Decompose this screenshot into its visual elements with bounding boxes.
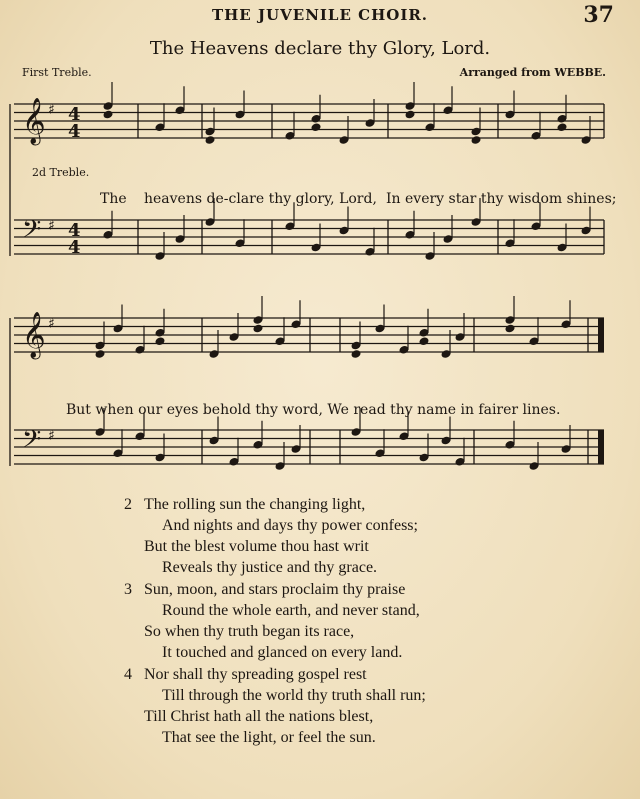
lyric-system2: But when our eyes behold thy word, We read thy name in fairer lines. (66, 402, 561, 418)
note-head (252, 324, 263, 334)
note-head (102, 110, 113, 120)
verse-3-line-2: Round the whole earth, and never stand, (162, 602, 420, 619)
verse-4-line-4: That see the light, or feel the sun. (162, 729, 376, 746)
note-head (404, 110, 415, 120)
note-head (350, 349, 361, 359)
time-signature: 4 (68, 104, 81, 125)
verse-3-line-4: It touched and glanced on every land. (162, 644, 403, 661)
note-head (556, 122, 567, 132)
verse-2-line-2: And nights and days thy power confess; (162, 517, 418, 534)
bass-clef-icon: 𝄢 (22, 215, 42, 250)
time-signature: 4 (68, 220, 81, 241)
note-head (504, 324, 515, 334)
verse-3-number: 3 (124, 581, 132, 598)
time-signature: 4 (68, 121, 81, 142)
verse-2-line-3: But the blest volume thou hast writ (144, 538, 369, 555)
sharp-icon: ♯ (48, 316, 55, 332)
lyric-system1-c: In every star thy wisdom shines; (386, 191, 617, 207)
treble-clef-icon: 𝄞 (22, 312, 46, 358)
note-head (204, 135, 215, 145)
hymn-title: The Heavens declare thy Glory, Lord. (149, 38, 491, 59)
verse-2-number: 2 (124, 496, 132, 513)
running-title: THE JUVENILE CHOIR. (211, 6, 429, 24)
time-signature: 4 (68, 237, 81, 258)
treble-clef-icon: 𝄞 (22, 98, 46, 144)
verse-2-line-1: The rolling sun the changing light, (144, 496, 366, 513)
arranger-credit: Arranged from WEBBE. (459, 66, 606, 79)
first-treble-label: First Treble. (22, 66, 92, 79)
note-head (418, 336, 429, 346)
sharp-icon: ♯ (48, 102, 55, 118)
page-number: 37 (583, 2, 614, 28)
lyric-system1-a: The (100, 191, 127, 207)
final-bar (598, 430, 604, 464)
verse-4-line-3: Till Christ hath all the nations blest, (144, 708, 374, 725)
verse-4-line-1: Nor shall thy spreading gospel rest (144, 666, 367, 683)
bass-clef-icon: 𝄢 (22, 425, 42, 460)
note-head (310, 122, 321, 132)
sharp-icon: ♯ (48, 218, 55, 234)
verse-3-line-3: So when thy truth began its race, (144, 623, 355, 640)
verse-2-line-4: Reveals thy justice and thy grace. (162, 559, 378, 576)
verse-4-number: 4 (124, 666, 132, 683)
sharp-icon: ♯ (48, 428, 55, 444)
note-head (470, 135, 481, 145)
verse-3-line-1: Sun, moon, and stars proclaim thy praise (144, 581, 406, 598)
note-head (154, 336, 165, 346)
verse-4-line-2: Till through the world thy truth shall run; (162, 687, 426, 704)
lyric-system1-b: heavens de-clare thy glory, Lord, (144, 191, 377, 207)
note-head (94, 349, 105, 359)
second-treble-label: 2d Treble. (32, 166, 90, 179)
final-bar (598, 318, 604, 352)
